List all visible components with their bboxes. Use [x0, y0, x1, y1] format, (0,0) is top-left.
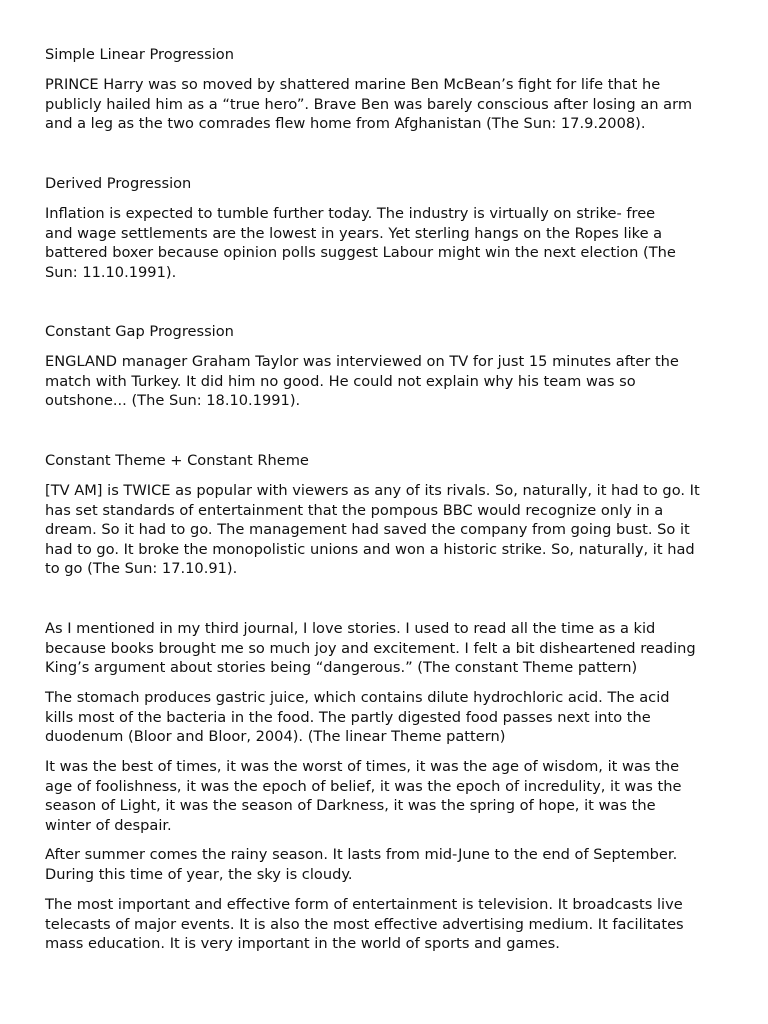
section-body-constant-gap: ENGLAND manager Graham Taylor was interviewed on TV for just 15 minutes after the match with Turkey. It did him no good. He could not explain why his team was so outshone... (The Sun: 18.10.1991).	[45, 353, 679, 410]
section-heading-simple-linear: Simple Linear Progression	[45, 46, 234, 63]
section-heading-constant-theme-rheme: Constant Theme + Constant Rheme	[45, 452, 309, 469]
section-body-constant-theme-rheme: [TV AM] is TWICE as popular with viewers as any of its rivals. So, naturally, it had to go. It has set standards of entertainment that the pompous BBC would recognize only in a dream. So it had to go. The management had saved the company from going bust. So it had to go. It broke the monopolistic unions and won a historic strike. So, naturally, it had to go (The Sun: 17.10.91).	[45, 482, 700, 578]
paragraph-best-of-times: It was the best of times, it was the worst of times, it was the age of wisdom, it was the age of foolishness, it was the epoch of belief, it was the epoch of incredulity, it was the season of Light, it was the season of Darkness, it was the spring of hope, it was the winter of despair.	[45, 758, 682, 834]
section-body-derived: Inflation is expected to tumble further today. The industry is virtually on strike- free and wage settlements are the lowest in years. Yet sterling hangs on the Ropes like a battered boxer because opinion polls suggest Labour might win the next election (The Sun: 11.10.1991).	[45, 205, 676, 281]
paragraph-stories: As I mentioned in my third journal, I love stories. I used to read all the time as a kid because books brought me so much joy and excitement. I felt a bit disheartened reading King’s argument about stories being “dangerous.” (The constant Theme pattern)	[45, 620, 696, 677]
section-heading-constant-gap: Constant Gap Progression	[45, 323, 234, 340]
paragraph-stomach: The stomach produces gastric juice, which contains dilute hydrochloric acid. The acid kills most of the bacteria in the food. The partly digested food passes next into the duodenum (Bloor and Bloor, 2004). (The linear Theme pattern)	[45, 689, 670, 746]
section-heading-derived: Derived Progression	[45, 175, 192, 192]
section-body-simple-linear: PRINCE Harry was so moved by shattered marine Ben McBean’s fight for life that he publicly hailed him as a “true hero”. Brave Ben was barely conscious after losing an arm and a leg as the two comrades flew home from Afghanistan (The Sun: 17.9.2008).	[45, 76, 693, 133]
paragraph-rainy-season: After summer comes the rainy season. It lasts from mid-June to the end of September. During this time of year, the sky is cloudy.	[45, 846, 678, 883]
paragraph-television: The most important and effective form of entertainment is television. It broadcasts live telecasts of major events. It is also the most effective advertising medium. It facilitates mass education. It is very important in the world of sports and games.	[45, 896, 684, 953]
